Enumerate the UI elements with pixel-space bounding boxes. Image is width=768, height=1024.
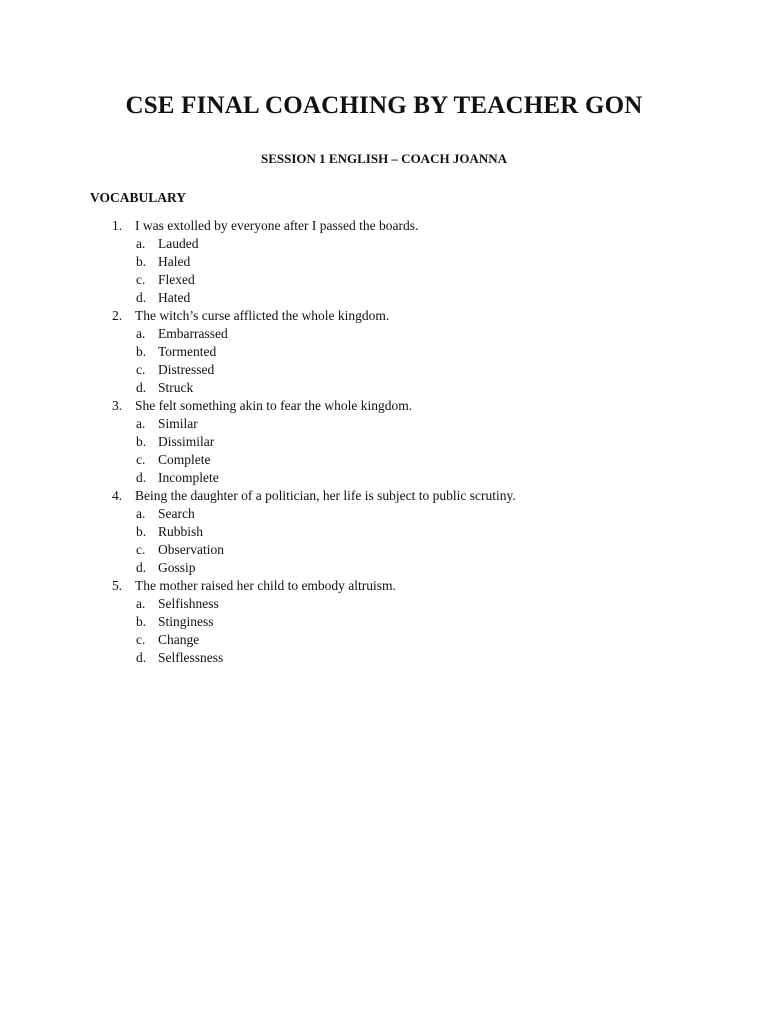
option-text: Flexed [158, 272, 195, 287]
option-item [0, 379, 768, 397]
option-letter: c. [136, 272, 146, 287]
option-list [0, 415, 768, 487]
question-number: 5. [112, 578, 123, 593]
option-item [0, 235, 768, 253]
option-text: Distressed [158, 362, 215, 377]
option-item [0, 325, 768, 343]
option-letter: b. [136, 254, 147, 269]
option-text: Similar [158, 416, 198, 431]
option-text: Stinginess [158, 614, 214, 629]
option-item [0, 451, 768, 469]
option-letter: b. [136, 524, 147, 539]
option-item [0, 469, 768, 487]
option-letter: d. [136, 470, 147, 485]
question-text: The mother raised her child to embody altruism. [135, 578, 396, 593]
option-item [0, 631, 768, 649]
question-text: She felt something akin to fear the whole kingdom. [135, 398, 413, 413]
section-heading-vocabulary: VOCABULARY [90, 190, 187, 205]
option-text: Struck [158, 380, 194, 395]
option-text: Selfishness [158, 596, 219, 611]
option-text: Rubbish [158, 524, 204, 539]
option-text: Tormented [158, 344, 217, 359]
question-text: Being the daughter of a politician, her life is subject to public scrutiny. [135, 488, 516, 503]
option-text: Hated [158, 290, 191, 305]
option-letter: a. [136, 416, 146, 431]
option-item [0, 595, 768, 613]
question-item [0, 217, 768, 307]
question-item [0, 397, 768, 487]
option-letter: a. [136, 326, 146, 341]
option-text: Incomplete [158, 470, 219, 485]
option-item [0, 271, 768, 289]
option-list [0, 325, 768, 397]
option-letter: a. [136, 506, 146, 521]
document-title: CSE FINAL COACHING BY TEACHER GON [125, 92, 643, 119]
question-item [0, 487, 768, 577]
option-letter: a. [136, 596, 146, 611]
option-item [0, 613, 768, 631]
option-item [0, 343, 768, 361]
option-item [0, 559, 768, 577]
option-letter: c. [136, 542, 146, 557]
option-text: Complete [158, 452, 211, 467]
question-item [0, 577, 768, 667]
question-number: 3. [112, 398, 123, 413]
option-letter: d. [136, 560, 147, 575]
option-letter: a. [136, 236, 146, 251]
option-item [0, 289, 768, 307]
question-number: 4. [112, 488, 123, 503]
option-text: Change [158, 632, 200, 647]
option-letter: c. [136, 362, 146, 377]
question-list [0, 217, 768, 667]
option-letter: c. [136, 452, 146, 467]
option-text: Gossip [158, 560, 196, 575]
option-item [0, 253, 768, 271]
question-item [0, 307, 768, 397]
option-text: Search [158, 506, 195, 521]
option-letter: d. [136, 290, 147, 305]
option-letter: b. [136, 614, 147, 629]
option-letter: b. [136, 434, 147, 449]
option-item [0, 415, 768, 433]
option-text: Lauded [158, 236, 199, 251]
option-item [0, 523, 768, 541]
option-list [0, 235, 768, 307]
option-text: Embarrassed [158, 326, 228, 341]
option-letter: d. [136, 650, 147, 665]
option-letter: b. [136, 344, 147, 359]
option-letter: c. [136, 632, 146, 647]
option-text: Dissimilar [158, 434, 215, 449]
question-number: 1. [112, 218, 123, 233]
option-text: Observation [158, 542, 224, 557]
option-list [0, 595, 768, 667]
question-text: I was extolled by everyone after I passed the boards. [135, 218, 419, 233]
option-item [0, 505, 768, 523]
option-item [0, 541, 768, 559]
option-text: Selflessness [158, 650, 224, 665]
option-text: Haled [158, 254, 191, 269]
option-item [0, 649, 768, 667]
question-text: The witch’s curse afflicted the whole kingdom. [135, 308, 390, 323]
option-item [0, 433, 768, 451]
question-number: 2. [112, 308, 123, 323]
session-subtitle: SESSION 1 ENGLISH – COACH JOANNA [261, 151, 507, 166]
option-letter: d. [136, 380, 147, 395]
option-list [0, 505, 768, 577]
option-item [0, 361, 768, 379]
